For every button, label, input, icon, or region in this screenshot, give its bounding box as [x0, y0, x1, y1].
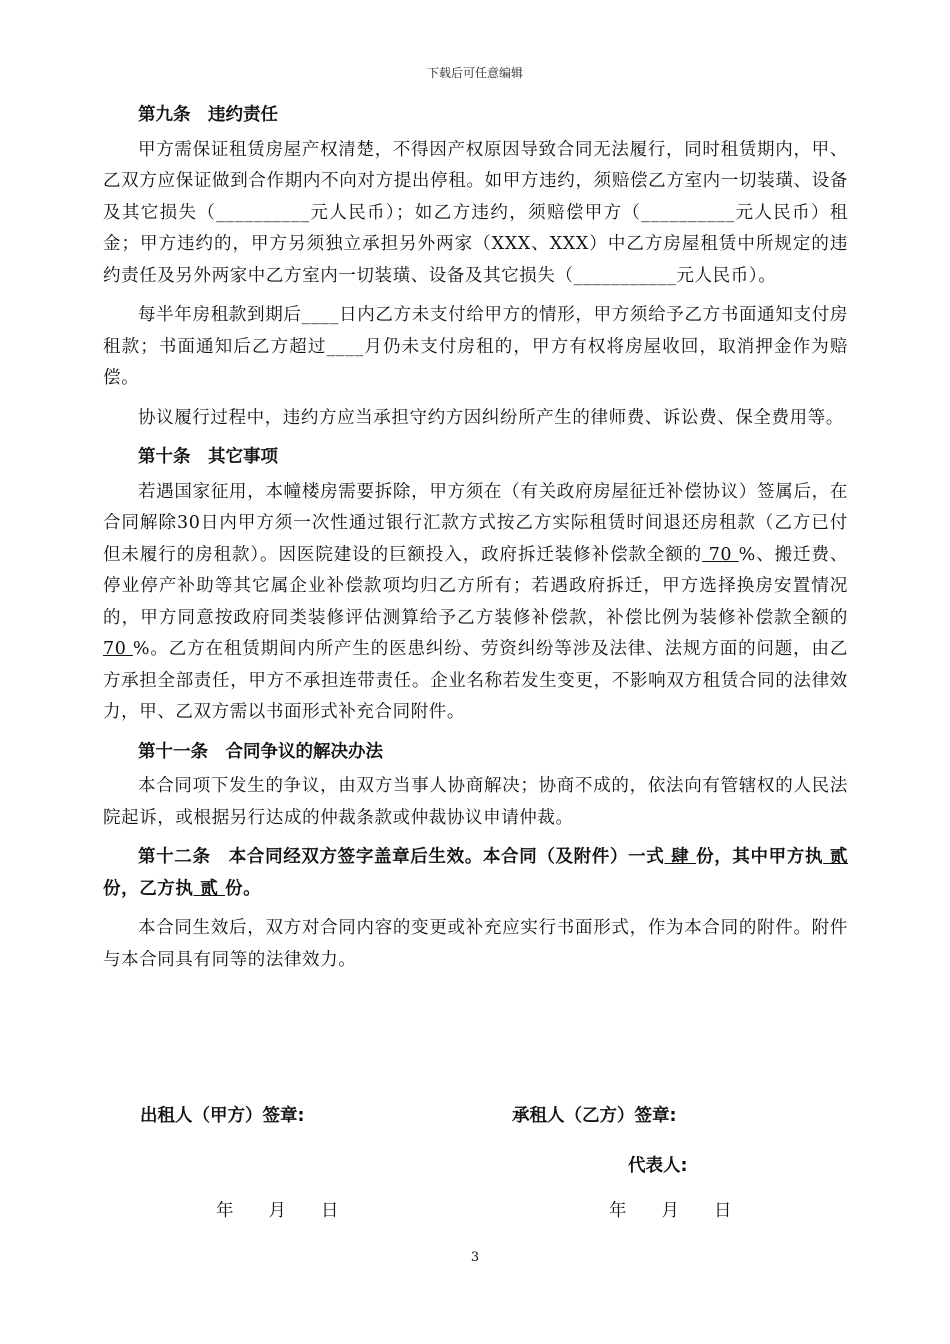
copies-party-a: 贰 [823, 847, 849, 867]
compensation-percent-1: 70 [702, 544, 739, 565]
article-11-title: 第十一条 合同争议的解决办法 [138, 741, 383, 762]
copies-party-b: 贰 [193, 878, 225, 899]
article-10-paragraph-1 [103, 477, 848, 729]
article-10-text-a: 若遇国家征用，本幢楼房需要拆除，甲方须在（有关政府房屋征迁补偿协议）签属后，在合同解除30日内甲方须一次性通过银行汇款方式按乙方实际租赁时间退还房租款（乙方已付但未履行的房租款）。因医院建设的巨额投入，政府拆迁装修补偿款全额的 [103, 481, 848, 565]
article-9-paragraph-2: 每半年房租款到期后____日内乙方未支付给甲方的情形，甲方须给予乙方书面通知支付房租款；书面通知后乙方超过____月仍未支付房租的，甲方有权将房屋收回，取消押金作为赔偿。 [103, 305, 848, 388]
article-12-text-a: 第十二条 本合同经双方签字盖章后生效。本合同（及附件）一式 [138, 847, 665, 867]
compensation-percent-2: 70 [103, 639, 133, 659]
article-12-paragraph-1 [103, 842, 848, 905]
article-12-text-d: 份。 [225, 878, 262, 899]
article-12-paragraph-2: 本合同生效后，双方对合同内容的变更或补充应实行书面形式，作为本合同的附件。附件与本合同具有同等的法律效力。 [103, 918, 848, 970]
lessor-signature-label: 出租人（甲方）签章: [140, 1106, 305, 1126]
page-header: 下载后可任意编辑 [426, 66, 523, 80]
article-12-text-c: 份，乙方执 [103, 878, 194, 899]
article-11-paragraph-1: 本合同项下发生的争议，由双方当事人协商解决；协商不成的，依法向有管辖权的人民法院起诉，或根据另行达成的仲裁条款或仲裁协议申请仲裁。 [103, 776, 848, 828]
page-number: 3 [470, 1250, 480, 1265]
article-9-paragraph-1: 甲方需保证租赁房屋产权清楚，不得因产权原因导致合同无法履行，同时租赁期内，甲、乙双方应保证做到合作期内不向对方提出停租。如甲方违约，须赔偿乙方室内一切装璜、设备及其它损失（__________元人民币）；如乙方违约，须赔偿甲方（__________元人民币）租金；甲方违约的，甲方另须独立承担另外两家（XXX、XXX）中乙方房屋租赁中所规定的违约责任及另外两家中乙方室内一切装璜、设备及其它损失（___________元人民币）。 [103, 139, 848, 286]
article-10-title: 第十条 其它事项 [138, 447, 278, 467]
date-line-lessor: 年 月 日 [216, 1201, 339, 1221]
lessee-signature-label: 承租人（乙方）签章: [512, 1106, 677, 1126]
copies-total: 肆 [664, 847, 697, 867]
article-12-text-b: 份，其中甲方执 [696, 847, 824, 867]
date-line-lessee: 年 月 日 [609, 1201, 732, 1221]
document-body [103, 100, 848, 984]
article-10-text-c: %。乙方在租赁期间内所产生的医患纠纷、劳资纠纷等涉及法律、法规方面的问题，由乙方承担全部责任，甲方不承担连带责任。企业名称若发生变更，不影响双方租赁合同的法律效力，甲、乙双方需以书面形式补充合同附件。 [103, 639, 848, 722]
representative-label: 代表人: [628, 1156, 688, 1176]
article-9-paragraph-3: 协议履行过程中，违约方应当承担守约方因纠纷所产生的律师费、诉讼费、保全费用等。 [138, 407, 844, 428]
article-9-title: 第九条 违约责任 [138, 105, 278, 125]
article-10-text-b: %、搬迁费、停业停产补助等其它属企业补偿款项均归乙方所有；若遇政府拆迁，甲方选择换房安置情况的，甲方同意按政府同类装修评估测算给予乙方装修补偿款，补偿比例为装修补偿款全额的 [103, 544, 848, 628]
